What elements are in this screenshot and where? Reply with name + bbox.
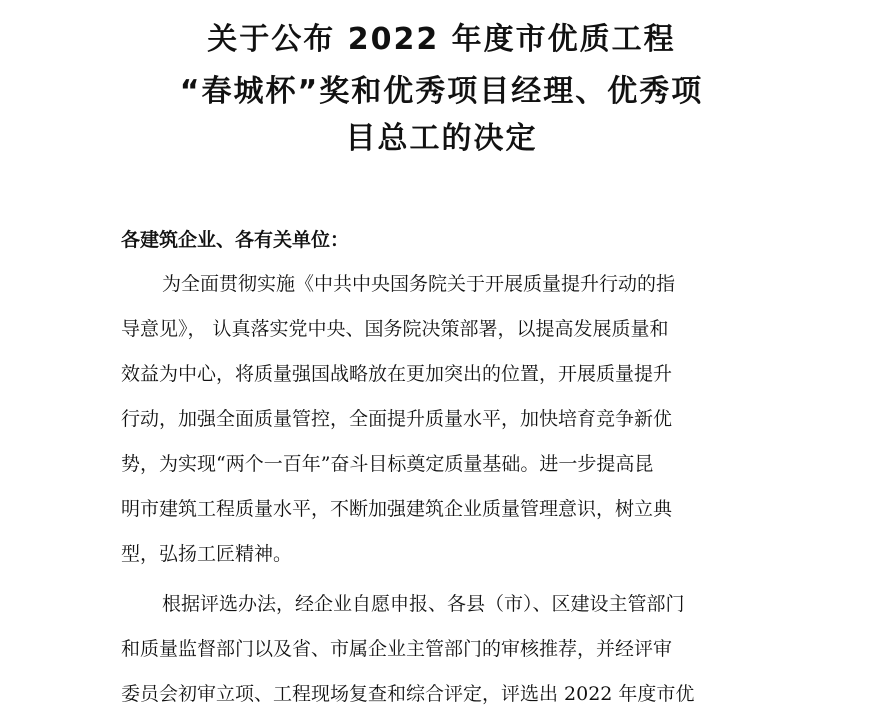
paragraph-2-line-1: 根据评选办法，经企业自愿申报、各县（市）、区建设主管部门 [162, 593, 685, 615]
paragraph-1-line-4: 行动，加强全面质量管控，全面提升质量水平，加快培育竞争新优 [121, 408, 673, 430]
document-title-line-3: 目总工的决定 [345, 121, 538, 156]
document-title-line-2: “春城杯”奖和优秀项目经理、优秀项 [179, 74, 704, 109]
document-title-line-1: 关于公布 2022 年度市优质工程 [207, 22, 676, 57]
paragraph-1-line-7: 型，弘扬工匠精神。 [121, 543, 293, 565]
paragraph-1-line-2: 导意见》， 认真落实党中央、国务院决策部署，以提高发展质量和 [121, 318, 669, 340]
salutation: 各建筑企业、各有关单位： [121, 229, 350, 251]
paragraph-1-line-5: 势，为实现“两个一百年”奋斗目标奠定质量基础。进一步提高昆 [121, 453, 654, 475]
paragraph-1-line-6: 明市建筑工程质量水平，不断加强建筑企业质量管理意识，树立典 [121, 498, 673, 520]
paragraph-2-line-2: 和质量监督部门以及省、市属企业主管部门的审核推荐，并经评审 [121, 638, 673, 660]
paragraph-1-line-3: 效益为中心，将质量强国战略放在更加突出的位置，开展质量提升 [121, 363, 673, 385]
paragraph-2-line-3: 委员会初审立项、工程现场复查和综合评定，评选出 2022 年度市优 [121, 683, 695, 705]
paragraph-1-line-1: 为全面贯彻实施《中共中央国务院关于开展质量提升行动的指 [162, 273, 676, 295]
